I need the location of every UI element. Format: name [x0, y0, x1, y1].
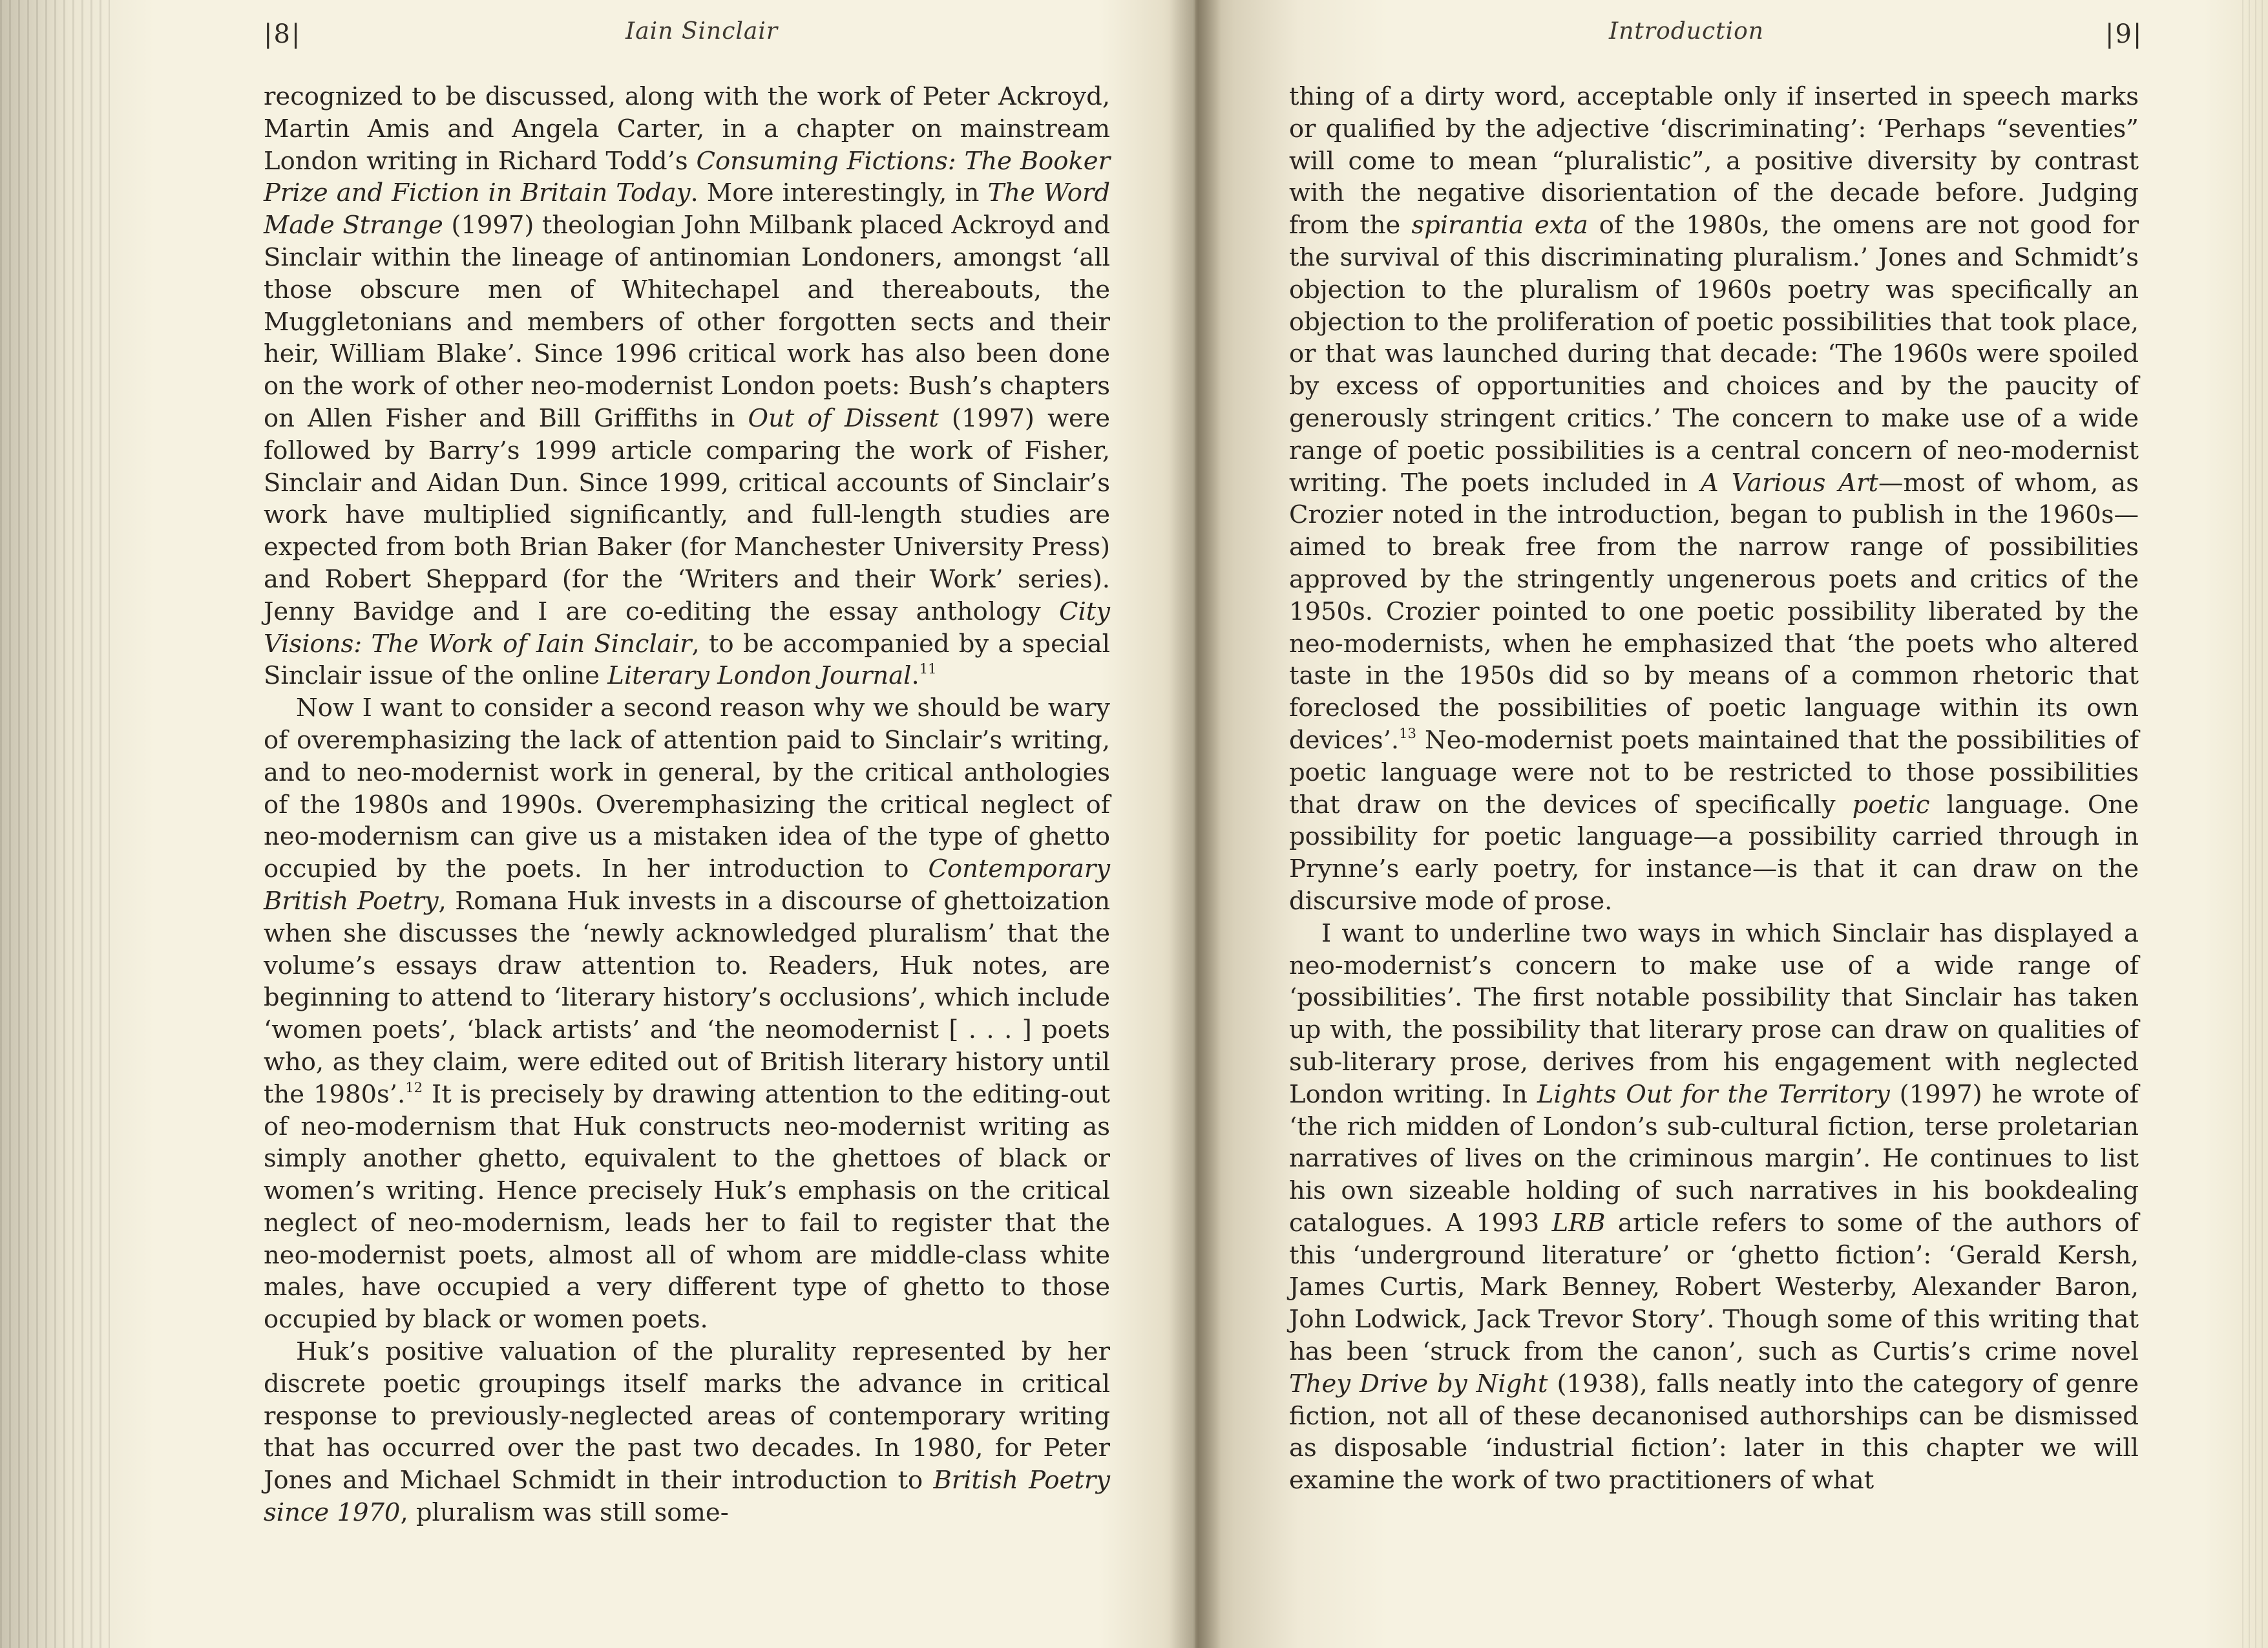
text-run: , Romana Huk invests in a discourse of ghettoization when she discusses the ‘newly acknowledged pluralism’ that the volume’s essays draw attention to. Readers, Huk notes, are beginning to attend to ‘literary history’s occlusions’, which include ‘women poets’, ‘black artists’ and ‘the neomodernist [ . . . ] poets who, as they claim, were edited out of British literary history until the 1980s’. — [264, 886, 1110, 1109]
italic-title: British Poetry since 1970 — [264, 1466, 1110, 1528]
paragraph — [264, 81, 1110, 692]
italic-title: poetic — [1852, 790, 1930, 819]
footnote-ref: 12 — [405, 1079, 423, 1095]
text-run: recognized to be discussed, along with the work of Peter Ackroyd, Martin Amis and Angela Carter, in a chapter on mainstream London writing in Richard Todd’s — [264, 82, 1110, 176]
text-run: . — [911, 661, 919, 691]
italic-title: Out of Dissent — [748, 403, 939, 433]
italic-title: Literary London Journal — [607, 661, 912, 691]
italic-title: They Drive by Night — [1289, 1369, 1548, 1399]
text-run: It is precisely by drawing attention to the editing-out of neo-modernism that Huk constructs neo-modernist writing as simply another ghetto, equivalent to the ghettoes of black or women’s writing. Hence precisely Huk’s emphasis on the critical neglect of neo-modernism, leads her to fail to register that the neo-modernist poets, almost all of whom are middle-class white males, have occupied a very different type of ghetto to those occupied by black or women poets. — [264, 1079, 1110, 1335]
italic-title: Consuming Fictions: The Booker Prize and Fiction in Britain Today — [264, 146, 1110, 208]
text-run: thing of a dirty word, acceptable only if inserted in speech marks or qualified by the adjective ‘discriminating’: ‘Perhaps “seventies” will come to mean “pluralistic”, a positive diversity by contrast with the negative disorientation of the decade before. Judging from the — [1289, 82, 2139, 240]
italic-title: A Various Art — [1700, 468, 1878, 498]
text-run: Neo-modernist poets maintained that the possibilities of poetic language were not to be restricted to those possibilities that draw on the devices of specifically — [1289, 725, 2139, 819]
text-run: . More interestingly, in — [690, 178, 988, 208]
paragraph — [264, 1336, 1110, 1529]
text-run: (1997) theologian John Milbank placed Ackroyd and Sinclair within the lineage of antinomian Londoners, amongst ‘all those obscure men of Whitechapel and thereabouts, the Muggletonians and members of other forgotten sects and their heir, William Blake’. Since 1996 critical work has also been done on the work of other neo-modernist London poets: Bush’s chapters on Allen Fisher and Bill Griffiths in — [264, 211, 1110, 433]
paragraph — [1289, 81, 2139, 918]
right-running-head: Introduction — [1609, 18, 1764, 45]
text-run: (1997) were followed by Barry’s 1999 article comparing the work of Fisher, Sinclair and Aidan Dun. Since 1999, critical accounts of Sinclair’s work have multiplied significantly, and full-length studies are expected from both Brian Baker (for Manchester University Press) and Robert Sheppard (for the ‘Writers and their Work’ series). Jenny Bavidge and I are co-editing the essay anthology — [264, 403, 1110, 626]
right-page-number: |9| — [2105, 19, 2143, 49]
right-page — [1195, 0, 2268, 1648]
paragraph — [264, 692, 1110, 1336]
text-run: (1997) he wrote of ‘the rich midden of London’s sub-cultural fiction, terse proletarian narratives of lives on the criminous margin’. He continues to list his own sizeable holding of such narratives in his bookdealing catalogues. A 1993 — [1289, 1079, 2139, 1238]
text-run: article refers to some of the authors of this ‘underground literature’ or ‘ghetto fiction’: ‘Gerald Kersh, James Curtis, Mark Benney, Robert Westerby, Alexander Baron, John Lodwick, Jack Trevor Story’. Though some of this writing that has been ‘struck from the canon’, such as Curtis’s crime novel — [1289, 1208, 2139, 1367]
page-edges-right — [2242, 0, 2268, 1648]
left-page-number: |8| — [264, 19, 302, 49]
text-run: Now I want to consider a second reason why we should be wary of overemphasizing the lack of attention paid to Sinclair’s writing, and to neo-modernist work in general, by the critical anthologies of the 1980s and 1990s. Overemphasizing the critical neglect of neo-modernism can give us a mistaken idea of the type of ghetto occupied by the poets. In her introduction to — [264, 693, 1110, 884]
text-run: —most of whom, as Crozier noted in the introduction, began to publish in the 1960s—aimed to break free from the narrow range of possibilities approved by the stringently ungenerous poets and critics of the 1950s. Crozier pointed to one poetic possibility liberated by the neo-modernists, when he emphasized that ‘the poets who altered taste in the 1950s did so by means of a common rhetoric that foreclosed the possibilities of poetic language within its own devices’. — [1289, 468, 2139, 755]
text-run: , to be accompanied by a special Sinclair issue of the online — [264, 629, 1110, 691]
book-gutter — [1170, 0, 1221, 1648]
left-body-text — [264, 81, 1110, 1529]
italic-title: City Visions: The Work of Iain Sinclair — [264, 597, 1110, 659]
text-run: language. One possibility for poetic language—a possibility carried through in Prynne’s early poetry, for instance—is that it can draw on the discursive mode of prose. — [1289, 790, 2139, 916]
italic-title: Lights Out for the Territory — [1537, 1079, 1890, 1109]
footnote-ref: 11 — [919, 660, 937, 677]
text-run: (1938), falls neatly into the category of genre fiction, not all of these decanonised authorships can be dismissed as disposable ‘industrial fiction’: later in this chapter we will examine the work of two practitioners of what — [1289, 1369, 2139, 1495]
text-run: Huk’s positive valuation of the plurality represented by her discrete poetic groupings itself marks the advance in critical response to previously-neglected areas of contemporary writing that has occurred over the past two decades. In 1980, for Peter Jones and Michael Schmidt in their introduction to — [264, 1337, 1110, 1495]
italic-title: The Word Made Strange — [264, 178, 1110, 240]
italic-title: Contemporary British Poetry — [264, 854, 1110, 916]
left-running-head: Iain Sinclair — [625, 18, 779, 45]
text-run: I want to underline two ways in which Sinclair has displayed a neo-modernist’s concern to make use of a wide range of ‘possibilities’. The first notable possibility that Sinclair has taken up with, the possibility that literary prose can draw on qualities of sub-literary prose, derives from his engagement with neglected London writing. In — [1289, 918, 2139, 1109]
right-body-text — [1289, 81, 2139, 1497]
italic-title: LRB — [1551, 1208, 1606, 1238]
footnote-ref: 13 — [1399, 725, 1416, 742]
italic-title: spirantia exta — [1411, 211, 1588, 240]
text-run: , pluralism was still some- — [400, 1498, 729, 1528]
paragraph — [1289, 918, 2139, 1497]
page-edges — [0, 0, 110, 1648]
text-run: of the 1980s, the omens are not good for the survival of this discriminating pluralism.’ Jones and Schmidt’s objection to the pluralism of 1960s poetry was specifically an objection to the proliferation of poetic possibilities that took place, or that was launched during that decade: ‘The 1960s were spoiled by excess of opportunities and choices and by the paucity of generously stringent critics.’ The concern to make use of a wide range of poetic possibilities is a central concern of neo-modernist writing. The poets included in — [1289, 211, 2139, 498]
